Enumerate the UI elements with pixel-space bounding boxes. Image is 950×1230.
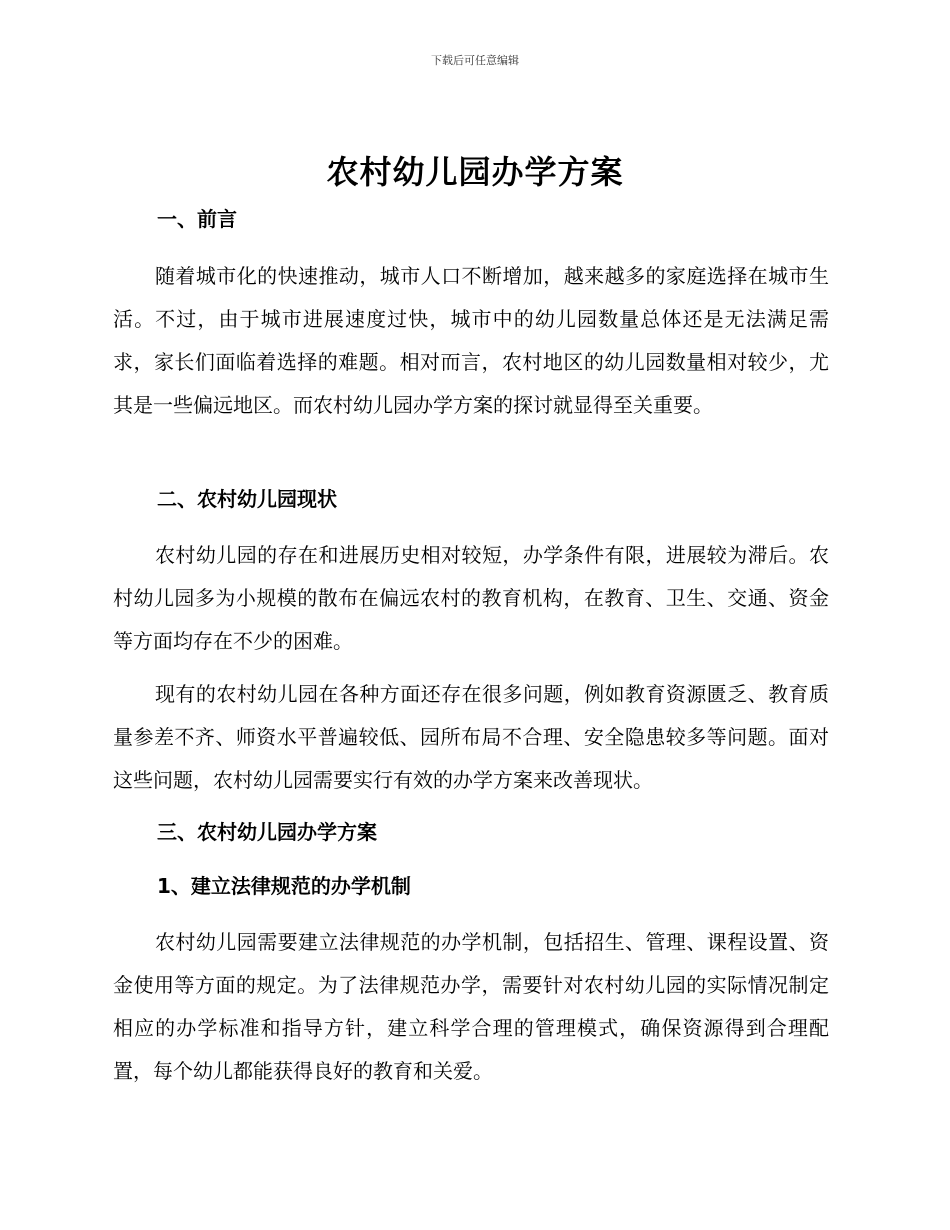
paragraph-status-2: 现有的农村幼儿园在各种方面还存在很多问题，例如教育资源匮乏、教育质量参差不齐、师资水平普遍较低、园所布局不合理、安全隐患较多等问题。面对这些问题，农村幼儿园需要实行有效的办学方案来改善现状。 (113, 682, 829, 792)
section-heading-plan: 三、农村幼儿园办学方案 (157, 820, 377, 844)
subsection-heading-legal-mechanism: 1、建立法律规范的办学机制 (157, 874, 411, 898)
paragraph-preface: 随着城市化的快速推动，城市人口不断增加，越来越多的家庭选择在城市生活。不过，由于城市进展速度过快，城市中的幼儿园数量总体还是无法满足需求，家长们面临着选择的难题。相对而言，农村地区的幼儿园数量相对较少，尤其是一些偏远地区。而农村幼儿园办学方案的探讨就显得至关重要。 (113, 264, 829, 417)
document-title: 农村幼儿园办学方案 (326, 153, 624, 191)
section-heading-status: 二、农村幼儿园现状 (157, 487, 337, 511)
paragraph-legal-mechanism: 农村幼儿园需要建立法律规范的办学机制，包括招生、管理、课程设置、资金使用等方面的规定。为了法律规范办学，需要针对农村幼儿园的实际情况制定相应的办学标准和指导方针，建立科学合理的管理模式，确保资源得到合理配置，每个幼儿都能获得良好的教育和关爱。 (113, 930, 829, 1083)
paragraph-status-1: 农村幼儿园的存在和进展历史相对较短，办学条件有限，进展较为滞后。农村幼儿园多为小规模的散布在偏远农村的教育机构，在教育、卫生、交通、资金等方面均存在不少的困难。 (113, 543, 829, 653)
section-heading-preface: 一、前言 (157, 207, 237, 231)
page-header: 下载后可任意编辑 (431, 54, 519, 67)
